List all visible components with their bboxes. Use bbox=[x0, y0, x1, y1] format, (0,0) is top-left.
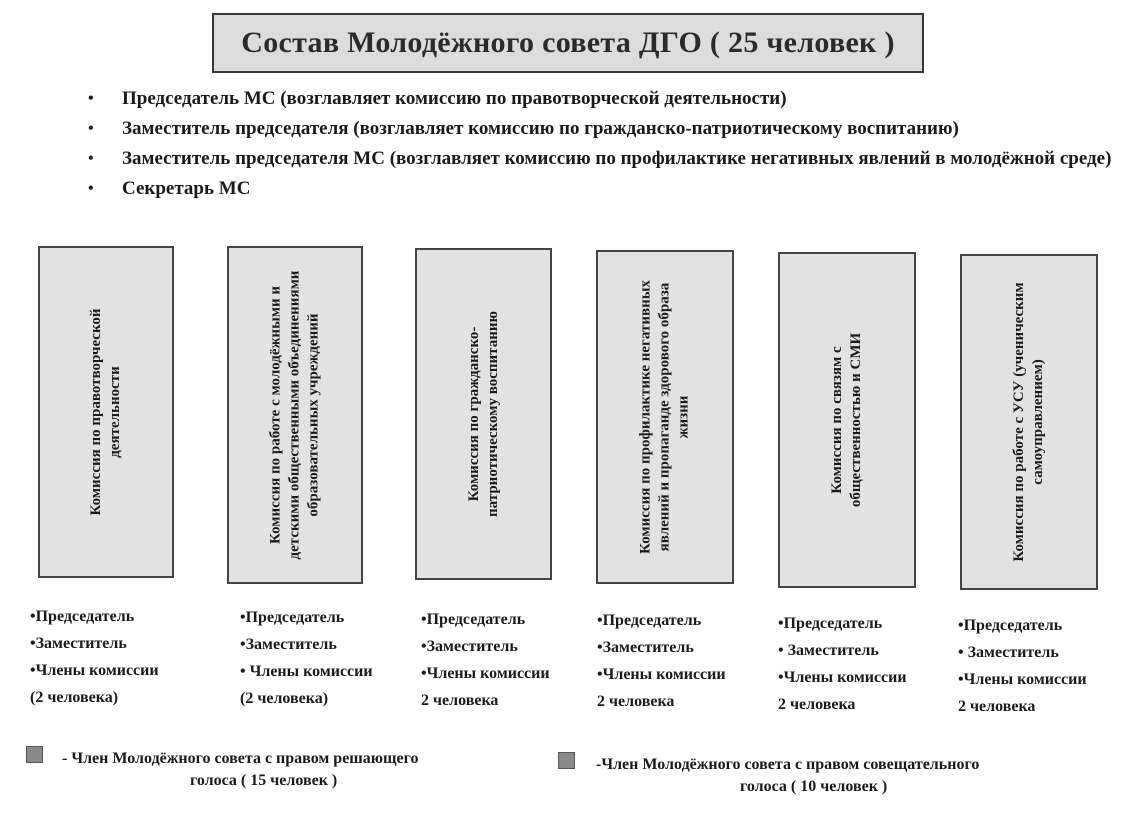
leader-text: Заместитель председателя МС (возглавляет комиссию по профилактике негативных явлений в молодёжной среде) bbox=[122, 148, 1112, 169]
commission-box-student-govt bbox=[960, 254, 1098, 590]
commission-box-media bbox=[778, 252, 916, 588]
legend-line: голоса ( 10 человек ) bbox=[740, 778, 888, 795]
role-line: • Заместитель bbox=[778, 642, 879, 659]
list-item bbox=[88, 177, 1118, 201]
commission-roles bbox=[421, 606, 550, 714]
legend-line: голоса ( 15 человек ) bbox=[190, 772, 338, 789]
list-item bbox=[88, 147, 1118, 171]
commission-roles bbox=[597, 607, 726, 715]
role-line: (2 человека) bbox=[30, 689, 119, 706]
legend-voting bbox=[62, 748, 502, 792]
commission-label: Комиссия по работе с УСУ (ученическим самоуправлением) bbox=[1011, 282, 1046, 562]
bullet-icon: • bbox=[88, 90, 94, 107]
role-line: •Члены комиссии bbox=[597, 666, 726, 683]
commission-roles bbox=[958, 612, 1087, 720]
role-line: 2 человека bbox=[958, 698, 1036, 715]
list-item bbox=[88, 87, 1118, 111]
commission-box-youth-organizations bbox=[227, 246, 363, 584]
role-line: •Члены комиссии bbox=[958, 671, 1087, 688]
title-box bbox=[212, 13, 924, 73]
leader-text: Председатель МС (возглавляет комиссию по правотворческой деятельности) bbox=[122, 88, 787, 109]
legend-swatch-voting bbox=[26, 746, 43, 763]
leader-text: Заместитель председателя (возглавляет комиссию по гражданско-патриотическому воспитанию) bbox=[122, 118, 959, 139]
bullet-icon: • bbox=[88, 180, 94, 197]
legend-swatch-advisory bbox=[558, 752, 575, 769]
role-line: •Члены комиссии bbox=[778, 669, 907, 686]
commission-roles bbox=[240, 604, 373, 712]
leader-text: Секретарь МС bbox=[122, 178, 251, 199]
commission-roles bbox=[778, 610, 907, 718]
role-line: •Председатель bbox=[30, 608, 135, 625]
role-line: •Члены комиссии bbox=[421, 665, 550, 682]
commission-label: Комиссия по гражданско-патриотическому воспитанию bbox=[465, 311, 501, 517]
legend-line: - Член Молодёжного совета с правом решающего bbox=[62, 750, 419, 767]
bullet-icon: • bbox=[88, 120, 94, 137]
leadership-list bbox=[88, 87, 1118, 207]
role-line: •Члены комиссии bbox=[30, 662, 159, 679]
bullet-icon: • bbox=[88, 150, 94, 167]
commission-box-prevention bbox=[596, 250, 734, 584]
list-item bbox=[88, 117, 1118, 141]
role-line: 2 человека bbox=[778, 696, 856, 713]
commission-label: Комиссия по связям с общественностью и СМИ bbox=[829, 332, 864, 508]
commission-label: Комиссия по правотворческой деятельности bbox=[88, 308, 123, 516]
commission-label: Комиссия по профилактике негативных явлений и пропаганде здорового образа жизни bbox=[637, 280, 692, 554]
role-line: •Заместитель bbox=[421, 638, 518, 655]
commission-label: Комиссия по работе с молодёжными и детскими общественными объединениями образовательных учреждений bbox=[267, 270, 322, 560]
role-line: •Председатель bbox=[240, 609, 345, 626]
commission-box-patriotic bbox=[415, 248, 552, 580]
role-line: •Заместитель bbox=[597, 639, 694, 656]
role-line: •Заместитель bbox=[240, 636, 337, 653]
commission-roles bbox=[30, 603, 159, 711]
role-line: 2 человека bbox=[421, 692, 499, 709]
legend-advisory bbox=[596, 754, 1076, 798]
role-line: 2 человека bbox=[597, 693, 675, 710]
role-line: (2 человека) bbox=[240, 690, 329, 707]
role-line: • Члены комиссии bbox=[240, 663, 373, 680]
page-title: Состав Молодёжного совета ДГО ( 25 человек ) bbox=[241, 26, 895, 59]
role-line: •Председатель bbox=[597, 612, 702, 629]
legend-line: -Член Молодёжного совета с правом совещательного bbox=[596, 756, 980, 773]
commission-box-lawmaking bbox=[38, 246, 174, 578]
role-line: •Председатель bbox=[778, 615, 883, 632]
role-line: •Председатель bbox=[421, 611, 526, 628]
role-line: •Председатель bbox=[958, 617, 1063, 634]
role-line: •Заместитель bbox=[30, 635, 127, 652]
role-line: • Заместитель bbox=[958, 644, 1059, 661]
